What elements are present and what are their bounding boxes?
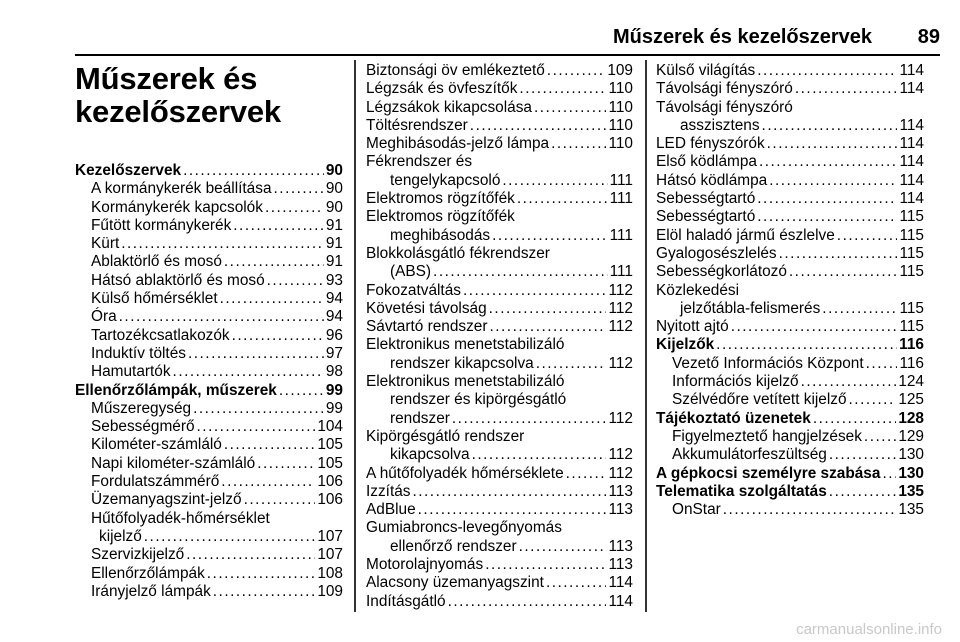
header-title: Műszerek és kezelőszervek — [612, 26, 872, 48]
toc-page-number: 97 — [325, 344, 343, 362]
toc-entry-title: Hamutartók — [91, 363, 171, 381]
toc-page-number: 130 — [898, 446, 924, 464]
toc-entry-title: Tájékoztató üzenetek — [656, 409, 811, 427]
toc-page-number: 94 — [325, 308, 343, 326]
toc-page-number: 115 — [899, 318, 924, 336]
toc-entry-text: Gumiabroncs-levegőnyomás — [366, 519, 562, 537]
toc-page-number: 115 — [899, 226, 924, 244]
dot-leader — [489, 318, 606, 336]
dot-leader — [489, 300, 607, 318]
toc-page-number: 90 — [325, 162, 343, 179]
toc-entry[interactable] — [75, 565, 343, 583]
dot-leader — [864, 428, 896, 446]
toc-page-number: 105 — [317, 436, 343, 454]
toc-page-number: 125 — [898, 391, 924, 409]
dot-leader — [463, 282, 607, 300]
toc-entry[interactable] — [656, 117, 924, 135]
toc-section-entry[interactable] — [75, 382, 343, 400]
dot-leader — [723, 501, 897, 519]
dot-leader — [829, 483, 897, 501]
toc-entry[interactable] — [75, 180, 343, 198]
toc-entry-text: Távolsági fényszóró — [656, 98, 793, 116]
toc-entry-title: Irányjelző lámpák — [91, 582, 211, 600]
toc-page-number: 94 — [325, 290, 343, 308]
dot-leader — [418, 501, 607, 519]
toc-entry[interactable] — [366, 410, 633, 428]
toc-page-number: 108 — [317, 564, 343, 582]
dot-leader — [472, 446, 607, 464]
toc-entry-title: Motorolajnyomás — [366, 556, 484, 574]
dot-leader — [197, 418, 316, 436]
toc-entry-title: Induktív töltés — [91, 344, 186, 362]
toc-section-entry[interactable] — [656, 483, 924, 501]
toc-entry[interactable] — [656, 190, 924, 208]
toc-entry-title: Sebességmérő — [91, 418, 195, 436]
dot-leader — [534, 99, 606, 117]
toc-entry[interactable] — [366, 446, 633, 464]
toc-entry[interactable] — [75, 528, 343, 546]
dot-leader — [485, 556, 606, 574]
header-rule — [75, 54, 940, 56]
dot-leader — [121, 235, 324, 253]
toc-page-number: 111 — [609, 190, 633, 208]
toc-page-number: 115 — [899, 299, 924, 317]
dot-leader — [536, 355, 607, 373]
toc-page-number: 113 — [608, 501, 633, 519]
toc-column-2 — [366, 62, 633, 611]
toc-page-number: 111 — [609, 226, 633, 244]
dot-leader — [193, 400, 324, 418]
toc-entry-title: jelzőtábla-felismerés — [680, 299, 821, 317]
toc-page-number: 116 — [899, 336, 924, 354]
toc-entry[interactable] — [366, 483, 633, 501]
toc-entry-title: Indításgátló — [366, 592, 446, 610]
toc-section-entry[interactable] — [656, 336, 924, 354]
toc-entry[interactable] — [366, 172, 633, 190]
toc-page-number: 91 — [325, 216, 343, 234]
toc-entry[interactable] — [75, 455, 343, 473]
toc-page-number: 91 — [325, 253, 343, 271]
dot-leader — [221, 473, 315, 491]
toc-entry[interactable] — [656, 501, 924, 519]
toc-page-number: 130 — [898, 464, 924, 482]
toc-entry[interactable] — [75, 253, 343, 271]
toc-page-number: 129 — [898, 427, 924, 445]
toc-page-number: 99 — [325, 399, 343, 417]
toc-page-number: 114 — [899, 171, 924, 189]
toc-page-number: 110 — [608, 116, 633, 134]
toc-entry-title: A gépkocsi személyre szabása — [656, 464, 881, 482]
toc-entry[interactable] — [366, 465, 633, 483]
toc-page-number: 105 — [317, 454, 343, 472]
toc-page-number: 112 — [608, 299, 633, 317]
toc-entry-title: kijelző — [99, 527, 142, 545]
toc-entry-title: Kilométer-számláló — [91, 436, 222, 454]
toc-page-number: 112 — [608, 354, 633, 372]
dot-leader — [119, 308, 324, 326]
toc-entry-title: Figyelmeztető hangjelzések — [672, 427, 862, 445]
toc-page-number: 96 — [325, 326, 343, 344]
toc-section-entry[interactable] — [656, 410, 924, 428]
toc-entry-title: A kormánykerék beállítása — [91, 180, 272, 198]
dot-leader — [519, 538, 607, 556]
toc-entry-title: Légzsákok kikapcsolása — [366, 98, 532, 116]
toc-entry[interactable] — [75, 308, 343, 326]
dot-leader — [779, 245, 898, 263]
toc-entry[interactable] — [75, 473, 343, 491]
toc-entry-title: Üzemanyagszint-jelző — [91, 491, 242, 509]
dot-leader — [829, 446, 896, 464]
toc-page-number: 114 — [899, 135, 924, 153]
page-number: 89 — [917, 26, 940, 48]
dot-leader — [849, 391, 897, 409]
toc-entry-title: rendszer kikapcsolva — [390, 354, 534, 372]
dot-leader — [265, 199, 324, 217]
toc-page-number: 114 — [899, 153, 924, 171]
toc-entry-title: Külső hőmérséklet — [91, 290, 218, 308]
toc-entry[interactable] — [366, 538, 633, 556]
toc-entry[interactable] — [75, 327, 343, 345]
dot-leader — [866, 355, 898, 373]
toc-entry-title: rendszer — [390, 409, 450, 427]
toc-entry-text: Kipörgésgátló rendszer — [366, 427, 525, 445]
dot-leader — [224, 253, 324, 271]
toc-entry-title: Sebességkorlátozó — [656, 263, 787, 281]
toc-entry[interactable] — [366, 501, 633, 519]
dot-leader — [144, 528, 316, 546]
toc-entry[interactable] — [75, 546, 343, 564]
dot-leader — [232, 327, 324, 345]
toc-entry-text: Blokkolásgátló fékrendszer — [366, 244, 550, 262]
toc-entry-title: Első ködlámpa — [656, 153, 757, 171]
toc-entry-title: Izzítás — [366, 482, 411, 500]
toc-entry-title: Alacsony üzemanyagszint — [366, 574, 544, 592]
toc-entry[interactable] — [656, 373, 924, 391]
toc-entry-title: Telematika szolgáltatás — [656, 482, 827, 500]
toc-entry[interactable] — [366, 593, 633, 611]
dot-leader — [257, 455, 315, 473]
toc-entry-title: Elöl haladó jármű észlelve — [656, 226, 835, 244]
dot-leader — [566, 465, 607, 483]
dot-leader — [813, 410, 897, 428]
toc-entry[interactable] — [75, 491, 343, 509]
toc-entry-title: Műszeregység — [91, 399, 192, 417]
dot-leader — [267, 272, 324, 290]
toc-page-number: 112 — [608, 318, 633, 336]
dot-leader — [757, 208, 897, 226]
toc-entry[interactable] — [366, 99, 633, 117]
chapter-title-line-2: kezelőszervek — [75, 94, 281, 129]
toc-entry-title: Hátsó ködlámpa — [656, 171, 768, 189]
toc-entry-title: Szélvédőre vetített kijelző — [672, 391, 847, 409]
toc-entry-text: Fékrendszer és — [366, 153, 473, 171]
toc-entry[interactable] — [656, 355, 924, 373]
toc-entry-title: Fokozatváltás — [366, 281, 461, 299]
toc-entry-title: Nyitott ajtó — [656, 318, 729, 336]
dot-leader — [433, 263, 608, 281]
toc-page-number: 113 — [608, 537, 633, 555]
toc-page-number: 111 — [609, 171, 633, 189]
toc-entry[interactable] — [366, 62, 633, 80]
dot-leader — [448, 593, 607, 611]
toc-entry[interactable] — [366, 135, 633, 153]
dot-leader — [244, 491, 316, 509]
dot-leader — [220, 290, 324, 308]
toc-page-number: 107 — [317, 527, 343, 545]
toc-page-number: 93 — [325, 271, 343, 289]
toc-entry[interactable] — [656, 135, 924, 153]
toc-entry-title: Ablaktörlő és mosó — [91, 253, 222, 271]
toc-entry[interactable] — [656, 153, 924, 171]
dot-leader — [502, 172, 607, 190]
toc-section-entry[interactable] — [656, 465, 924, 483]
dot-leader — [882, 465, 896, 483]
toc-entry-title: OnStar — [672, 501, 721, 519]
toc-entry-text: Elektromos rögzítőfék — [366, 208, 515, 226]
dot-leader — [551, 135, 606, 153]
toc-entry[interactable] — [366, 282, 633, 300]
toc-page-number: 115 — [899, 244, 924, 262]
toc-entry-title: Követési távolság — [366, 299, 487, 317]
toc-entry[interactable] — [656, 227, 924, 245]
toc-column-1 — [75, 62, 343, 601]
dot-leader — [519, 80, 606, 98]
toc-page-number: 114 — [899, 190, 924, 208]
page-header — [0, 26, 960, 56]
toc-page-number: 110 — [608, 135, 633, 153]
toc-page-number: 114 — [899, 116, 924, 134]
dot-leader — [274, 180, 324, 198]
toc-entry[interactable] — [366, 117, 633, 135]
toc-entry-title: Légzsák és övfeszítők — [366, 80, 518, 98]
toc-entry[interactable] — [656, 446, 924, 464]
toc-entry-title: Sebességtartó — [656, 190, 756, 208]
dot-leader — [767, 135, 898, 153]
toc-entry[interactable] — [366, 318, 633, 336]
dot-leader — [279, 382, 324, 400]
toc-page-number: 107 — [317, 546, 343, 564]
toc-page-number: 112 — [608, 464, 633, 482]
toc-entry[interactable] — [656, 172, 924, 190]
toc-entry[interactable] — [75, 217, 343, 235]
toc-page-number: 90 — [325, 198, 343, 216]
dot-leader — [795, 80, 898, 98]
toc-entry[interactable] — [75, 235, 343, 253]
toc-entry[interactable] — [75, 199, 343, 217]
toc-entry[interactable] — [656, 391, 924, 409]
toc-page-number: 114 — [608, 592, 633, 610]
dot-leader — [769, 172, 897, 190]
toc-page-number: 109 — [607, 62, 633, 79]
toc-entry-title: meghibásodás — [390, 226, 491, 244]
toc-page-number: 124 — [898, 373, 924, 391]
dot-leader — [470, 117, 607, 135]
toc-entry-title: Elektromos rögzítőfék — [366, 190, 515, 208]
toc-entry-text: Hűtőfolyadék-hőmérséklet — [91, 509, 270, 527]
toc-entry[interactable] — [366, 263, 633, 281]
toc-entry-text: Közlekedési — [656, 281, 739, 299]
dot-leader — [801, 373, 897, 391]
toc-entry[interactable] — [366, 355, 633, 373]
toc-page-number: 110 — [608, 80, 633, 98]
dot-leader — [757, 62, 897, 80]
toc-entry-title: Meghibásodás-jelző lámpa — [366, 135, 550, 153]
toc-entry-text: rendszer és kipörgésgátló — [390, 391, 567, 409]
toc-entry[interactable] — [656, 300, 924, 318]
toc-entry[interactable] — [656, 62, 924, 80]
toc-entry-title: Óra — [91, 308, 117, 326]
dot-leader — [224, 436, 315, 454]
toc-page-number: 98 — [325, 363, 343, 381]
toc-entry-title: LED fényszórók — [656, 135, 765, 153]
column-divider — [354, 60, 356, 612]
toc-entry-title: Hátsó ablaktörlő és mosó — [91, 271, 265, 289]
toc-entry-title: Tartozékcsatlakozók — [91, 326, 230, 344]
toc-entry[interactable] — [75, 363, 343, 381]
toc-entry-title: ellenőrző rendszer — [390, 537, 517, 555]
toc-entry[interactable] — [366, 574, 633, 592]
toc-entry-title: Kormánykerék kapcsolók — [91, 198, 263, 216]
dot-leader — [188, 345, 324, 363]
toc-entry-title: Napi kilométer-számláló — [91, 454, 256, 472]
toc-entry-title: Vezető Információs Központ — [672, 354, 864, 372]
toc-page-number: 135 — [898, 501, 924, 519]
toc-entry[interactable] — [656, 263, 924, 281]
toc-entry-title: A hűtőfolyadék hőmérséklete — [366, 464, 564, 482]
dot-leader — [547, 62, 606, 80]
toc-entry-title: Töltésrendszer — [366, 116, 468, 134]
toc-entry-title: Fűtött kormánykerék — [91, 216, 232, 234]
toc-entry[interactable] — [366, 556, 633, 574]
chapter-title — [75, 62, 343, 128]
toc-entry-title: Távolsági fényszóró — [656, 80, 793, 98]
toc-page-number: 114 — [608, 574, 633, 592]
column-divider — [645, 60, 647, 612]
toc-page-number: 104 — [317, 418, 343, 436]
toc-entry-title: Információs kijelző — [672, 373, 799, 391]
toc-page-number: 109 — [317, 582, 343, 600]
toc-entry[interactable] — [75, 418, 343, 436]
dot-leader — [762, 117, 898, 135]
dot-leader — [517, 190, 608, 208]
dot-leader — [173, 363, 324, 381]
toc-entry-title: (ABS) — [390, 263, 432, 281]
toc-entry-title: Kijelzők — [656, 336, 715, 354]
toc-entry[interactable] — [75, 290, 343, 308]
toc-entry-title: Kezelőszervek — [75, 162, 182, 179]
toc-entry[interactable] — [75, 400, 343, 418]
toc-entry-title: Kürt — [91, 235, 120, 253]
toc-entry-text: Elektronikus menetstabilizáló — [366, 373, 565, 391]
toc-entry-text: Elektronikus menetstabilizáló — [366, 336, 565, 354]
toc-entry-title: kikapcsolva — [390, 446, 470, 464]
dot-leader — [207, 565, 316, 583]
toc-page-number: 115 — [899, 208, 924, 226]
dot-leader — [716, 336, 897, 354]
dot-leader — [233, 217, 324, 235]
toc-entry[interactable] — [75, 345, 343, 363]
toc-entry-title: Ellenőrzőlámpák, műszerek — [75, 381, 277, 399]
toc-entry-title: Sávtartó rendszer — [366, 318, 488, 336]
dot-leader — [789, 263, 898, 281]
watermark: carmanualsonline.info — [796, 621, 942, 638]
toc-page-number: 135 — [898, 482, 924, 500]
dot-leader — [452, 410, 607, 428]
toc-page-number: 115 — [899, 263, 924, 281]
toc-page-number: 110 — [608, 98, 633, 116]
dot-leader — [757, 190, 897, 208]
toc-page-number: 114 — [899, 62, 924, 79]
dot-leader — [837, 227, 898, 245]
dot-leader — [492, 227, 607, 245]
chapter-title-line-1: Műszerek és — [75, 61, 258, 96]
toc-page-number: 114 — [899, 80, 924, 98]
toc-entry[interactable] — [75, 583, 343, 601]
toc-entry-title: Ellenőrzőlámpák — [91, 564, 205, 582]
toc-entry[interactable] — [75, 272, 343, 290]
toc-page-number: 128 — [898, 409, 924, 427]
toc-entry-title: Külső világítás — [656, 62, 756, 79]
toc-entry-title: AdBlue — [366, 501, 416, 519]
toc-entry[interactable] — [75, 436, 343, 454]
toc-entry[interactable] — [656, 318, 924, 336]
toc-entry-title: asszisztens — [680, 116, 760, 134]
dot-leader — [759, 153, 898, 171]
dot-leader — [731, 318, 898, 336]
toc-page-number: 90 — [325, 180, 343, 198]
toc-page-number: 106 — [317, 491, 343, 509]
toc-entry-title: tengelykapcsoló — [390, 171, 501, 189]
toc-column-3 — [656, 62, 924, 519]
toc-entry-title: Akkumulátorfeszültség — [672, 446, 827, 464]
dot-leader — [822, 300, 897, 318]
toc-page-number: 111 — [609, 263, 633, 281]
toc-page-number: 112 — [608, 281, 633, 299]
toc-page-number: 106 — [317, 473, 343, 491]
dot-leader — [546, 574, 607, 592]
dot-leader — [412, 483, 606, 501]
toc-entry[interactable] — [656, 208, 924, 226]
toc-page-number: 116 — [899, 354, 924, 372]
toc-page-number: 91 — [325, 235, 343, 253]
toc-entry[interactable] — [656, 428, 924, 446]
toc-page-number: 113 — [608, 556, 633, 574]
toc-page-number: 112 — [608, 409, 633, 427]
dot-leader — [213, 583, 316, 601]
toc-entry-title: Fordulatszámmérő — [91, 473, 220, 491]
toc-entry-title: Szervizkijelző — [91, 546, 185, 564]
toc-entry[interactable] — [366, 80, 633, 98]
toc-page-number: 113 — [608, 482, 633, 500]
toc-page-number: 99 — [325, 381, 343, 399]
toc-entry[interactable] — [656, 80, 924, 98]
toc-entry[interactable] — [366, 227, 633, 245]
toc-entry-title: Biztonsági öv emlékeztető — [366, 62, 545, 79]
toc-entry[interactable] — [366, 300, 633, 318]
toc-entry[interactable] — [656, 245, 924, 263]
toc-entry-title: Sebességtartó — [656, 208, 756, 226]
toc-entry-title: Gyalogosészlelés — [656, 244, 777, 262]
dot-leader — [186, 546, 315, 564]
toc-page-number: 112 — [608, 446, 633, 464]
toc-section-entry[interactable] — [75, 162, 343, 180]
toc-entry[interactable] — [366, 190, 633, 208]
dot-leader — [183, 162, 324, 180]
